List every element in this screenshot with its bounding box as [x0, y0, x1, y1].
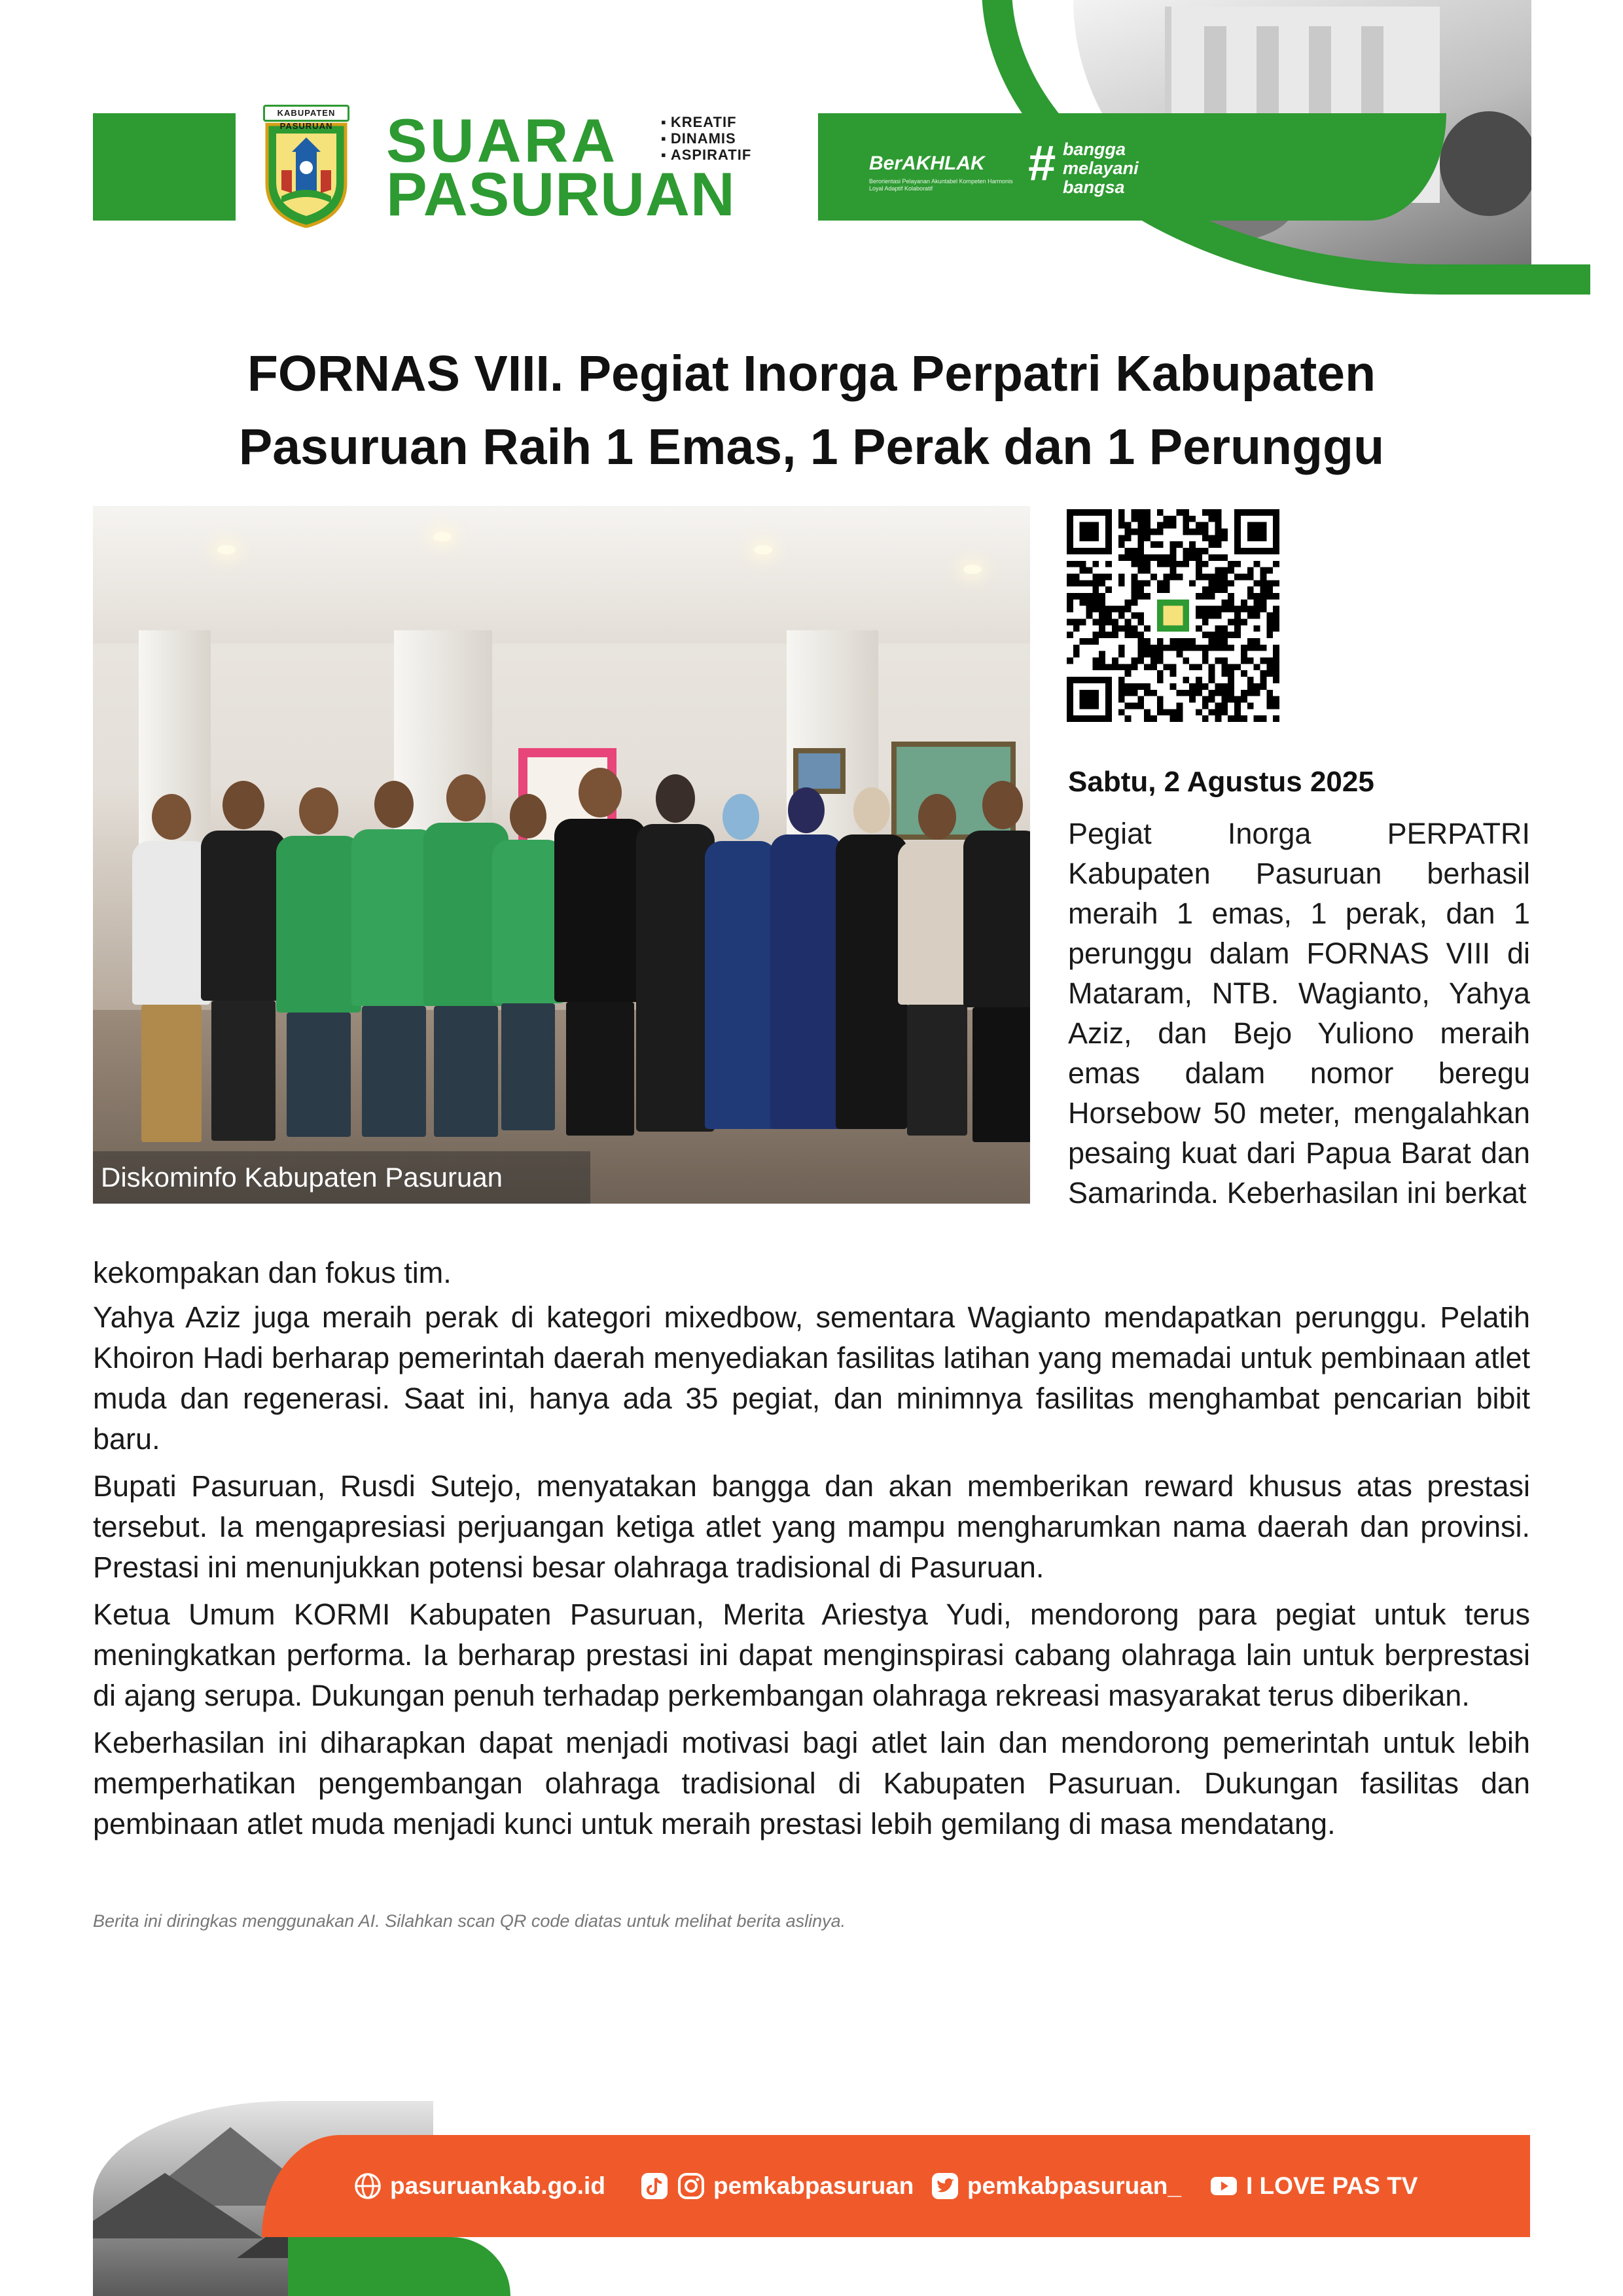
- footer-youtube-text: I LOVE PAS TV: [1246, 2172, 1418, 2199]
- tagline-item: ▪ KREATIF: [661, 114, 772, 130]
- title-line: Pasuruan Raih 1 Emas, 1 Perak dan 1 Perunggu: [238, 419, 1385, 475]
- footer-tiktok-instagram-link[interactable]: [640, 2166, 914, 2206]
- ai-disclaimer: Berita ini diringkas menggunakan AI. Silahkan scan QR code diatas untuk melihat berita aslinya.: [93, 1911, 846, 1931]
- bangga-line: bangsa: [1063, 177, 1125, 197]
- person-body: [705, 841, 777, 1129]
- person: [963, 781, 1030, 1147]
- hashtag-symbol: #: [1027, 135, 1056, 191]
- person-body: [276, 836, 361, 1013]
- person-body: [201, 831, 286, 1001]
- person: [554, 768, 646, 1141]
- ceiling-lamp: [433, 532, 452, 541]
- person: [132, 794, 211, 1147]
- footer-youtube-link[interactable]: [1209, 2166, 1418, 2206]
- person-head: [510, 794, 546, 838]
- person: [836, 787, 908, 1134]
- bangga-melayani-bangsa-logo: [1063, 140, 1139, 197]
- person: [636, 774, 715, 1141]
- berakhlak-logo: BerAKHLAK: [869, 152, 985, 174]
- article-lead-paragraph: Pegiat Inorga PERPATRI Kabupaten Pasuruan berhasil meraih 1 emas, 1 perak, dan 1 perunggu dalam FORNAS VIII di Mataram, NTB. Wagianto, Yahya Aziz, dan Bejo Yuliono meraih emas dalam nomor beregu Horsebow 50 meter, mengalahkan pesaing kuat dari Papua Barat dan Samarinda. Keberhasilan ini berkat: [1068, 817, 1530, 1210]
- person: [770, 787, 842, 1134]
- person-head: [152, 794, 191, 840]
- person: [276, 787, 361, 1141]
- footer-twitter-link[interactable]: [931, 2166, 1181, 2206]
- article-title: [93, 337, 1530, 484]
- youtube-icon: [1209, 2172, 1238, 2200]
- article-photo: [93, 506, 1030, 1204]
- article-body: [93, 1253, 1530, 1851]
- footer-instagram-text: pemkabpasuruan: [713, 2172, 914, 2199]
- photo-caption: Diskominfo Kabupaten Pasuruan: [93, 1151, 590, 1204]
- person-legs: [434, 1006, 498, 1137]
- person: [705, 794, 777, 1134]
- footer-green-accent: [288, 2237, 510, 2296]
- person-body: [132, 841, 211, 1005]
- person-head: [722, 794, 759, 840]
- berakhlak-subtitle: Berorientasi Pelayanan Akuntabel Kompeten Harmonis Loyal Adaptif Kolaboratif: [869, 178, 1013, 192]
- person-legs: [211, 1001, 276, 1141]
- person: [201, 781, 286, 1147]
- article-paragraph: Keberhasilan ini diharapkan dapat menjadi motivasi bagi atlet lain dan mendorong pemerintah untuk lebih memperhatikan pengembangan olahraga tradisional di Kabupaten Pasuruan. Dukungan fasilitas dan pembinaan atlet muda menjadi kunci untuk meraih prestasi lebih gemilang di masa mendatang.: [93, 1726, 1530, 1840]
- person-legs: [141, 1005, 202, 1142]
- person-head: [656, 774, 695, 823]
- tagline-item: ▪ DINAMIS: [661, 130, 772, 147]
- person-body: [636, 824, 715, 1132]
- person-legs: [972, 1007, 1030, 1142]
- person-body: [836, 834, 908, 1129]
- title-line: FORNAS VIII. Pegiat Inorga Perpatri Kabupaten: [247, 346, 1376, 402]
- person-head: [299, 787, 338, 834]
- bangga-line: melayani: [1063, 158, 1139, 178]
- person-head: [788, 787, 825, 833]
- person-head: [918, 794, 956, 840]
- person-head: [374, 781, 414, 828]
- logo-pasuruan: PASURUAN: [386, 160, 736, 228]
- photo-ceiling: [93, 506, 1030, 643]
- person-legs: [287, 1013, 351, 1137]
- person-head: [579, 768, 622, 817]
- ceiling-lamp: [754, 545, 772, 554]
- footer-website-text: pasuruankab.go.id: [390, 2172, 605, 2199]
- ceiling-lamp: [963, 565, 982, 574]
- person-body: [492, 840, 564, 1003]
- logo-tagline: [661, 114, 772, 163]
- bangga-line: bangga: [1063, 139, 1126, 159]
- tagline-item: ▪ ASPIRATIF: [661, 147, 772, 163]
- person-head: [446, 774, 486, 821]
- tiktok-icon: [640, 2172, 669, 2200]
- person-body: [963, 831, 1030, 1007]
- person-body: [554, 819, 646, 1002]
- person-body: [770, 834, 842, 1129]
- person-head: [853, 787, 890, 833]
- article-paragraph: kekompakan dan fokus tim.: [93, 1256, 452, 1289]
- crest-label: KABUPATEN PASURUAN: [263, 105, 349, 122]
- person-head: [223, 781, 264, 829]
- person: [492, 794, 564, 1134]
- footer-website-link[interactable]: [353, 2166, 605, 2206]
- article-date: Sabtu, 2 Agustus 2025: [1068, 766, 1374, 798]
- logo-suara: SUARA: [386, 106, 618, 175]
- person-legs: [907, 1005, 967, 1136]
- qr-code[interactable]: [1067, 509, 1279, 722]
- article-paragraph: Yahya Aziz juga meraih perak di kategori mixedbow, sementara Wagianto mendapatkan perunggu. Pelatih Khoiron Hadi berharap pemerintah daerah menyediakan fasilitas latihan yang memadai untuk pembinaan atlet muda dan regenerasi. Saat ini, hanya ada 35 pegiat, dan minimnya fasilitas menghambat pencarian bibit baru.: [93, 1300, 1530, 1456]
- person-legs: [501, 1003, 555, 1130]
- article-paragraph: Ketua Umum KORMI Kabupaten Pasuruan, Merita Ariestya Yudi, mendorong para pegiat untuk terus meningkatkan performa. Ia berharap prestasi ini dapat menginspirasi cabang olahraga lain untuk berprestasi di ajang serupa. Dukungan penuh terhadap perkembangan olahraga rekreasi masyarakat terus diberikan.: [93, 1598, 1530, 1712]
- header-green-bar-left: [93, 113, 236, 221]
- person-legs: [362, 1006, 426, 1137]
- globe-icon: [353, 2172, 382, 2200]
- article-paragraph: Bupati Pasuruan, Rusdi Sutejo, menyatakan bangga dan akan memberikan reward khusus atas prestasi tersebut. Ia mengapresiasi perjuangan ketiga atlet yang mampu mengharumkan nama daerah dan provinsi. Prestasi ini menunjukkan potensi besar olahraga tradisional di Pasuruan.: [93, 1469, 1530, 1584]
- person-legs: [566, 1002, 634, 1136]
- person-head: [982, 781, 1023, 829]
- twitter-icon: [931, 2172, 959, 2200]
- ceiling-lamp: [217, 545, 236, 554]
- footer-twitter-text: pemkabpasuruan_: [967, 2172, 1181, 2199]
- instagram-icon: [677, 2172, 705, 2200]
